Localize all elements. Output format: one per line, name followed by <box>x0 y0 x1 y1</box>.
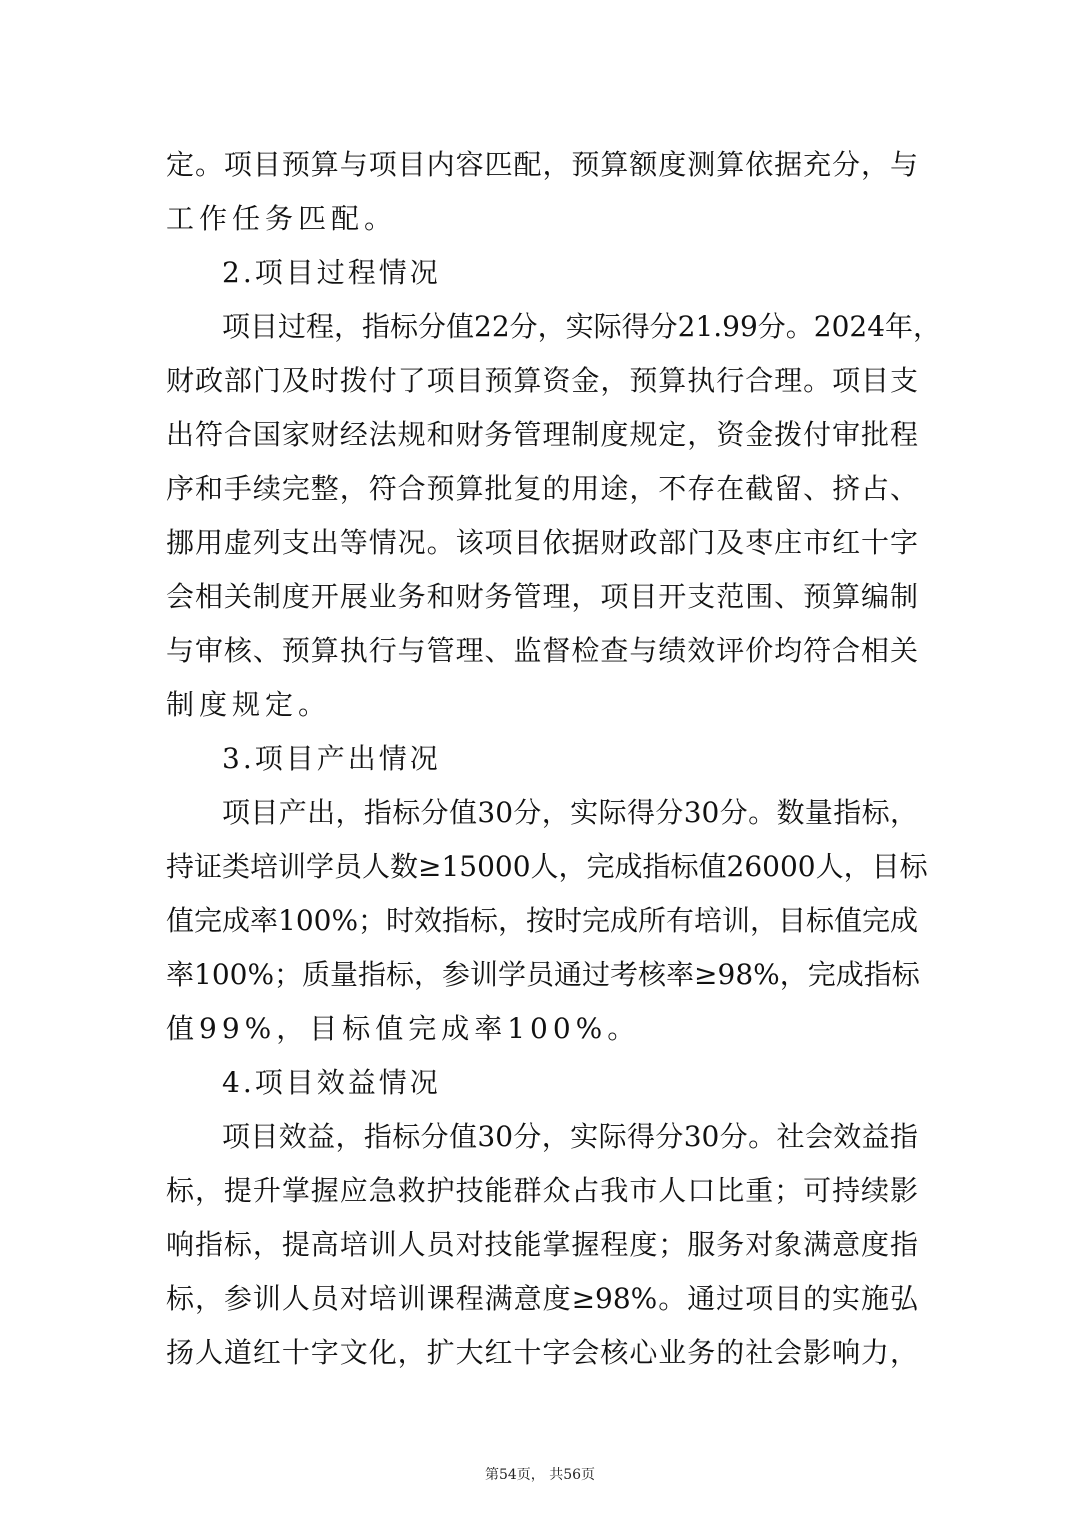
body-text-line: 标，参训人员对培训课程满意度≥98%。通过项目的实施弘 <box>166 1282 918 1315</box>
body-text-line: 序和手续完整，符合预算批复的用途，不存在截留、挤占、 <box>166 472 918 505</box>
body-text-line: 率100%；质量指标，参训学员通过考核率≥98%，完成指标 <box>166 958 920 991</box>
body-text-line: 标，提升掌握应急救护技能群众占我市人口比重；可持续影 <box>166 1174 918 1207</box>
section-heading: 3.项目产出情况 <box>222 742 441 775</box>
body-text-line: 挪用虚列支出等情况。该项目依据财政部门及枣庄市红十字 <box>166 526 918 559</box>
body-text-line: 扬人道红十字文化，扩大红十字会核心业务的社会影响力， <box>166 1336 918 1369</box>
body-text-line: 响指标，提高培训人员对技能掌握程度；服务对象满意度指 <box>166 1228 918 1261</box>
body-text-line: 制度规定。 <box>166 688 332 721</box>
body-text-line: 项目过程，指标分值22分，实际得分21.99分。2024年， <box>222 310 942 343</box>
body-text-line: 持证类培训学员人数≥15000人，完成指标值26000人，目标 <box>166 850 928 883</box>
body-text-line: 定。项目预算与项目内容匹配，预算额度测算依据充分，与 <box>166 148 918 181</box>
page-number-footer: 第54页， 共56页 <box>484 1467 596 1483</box>
body-text-line: 出符合国家财经法规和财务管理制度规定，资金拨付审批程 <box>166 418 918 451</box>
body-text-line: 项目产出，指标分值30分，实际得分30分。数量指标， <box>222 796 918 829</box>
body-text-line: 值完成率100%；时效指标，按时完成所有培训，目标值完成 <box>166 904 919 937</box>
body-text-line: 工作任务匹配。 <box>166 202 398 235</box>
body-text-line: 会相关制度开展业务和财务管理，项目开支范围、预算编制 <box>166 580 918 613</box>
body-text-line: 与审核、预算执行与管理、监督检查与绩效评价均符合相关 <box>166 634 918 667</box>
body-text-line: 项目效益，指标分值30分，实际得分30分。社会效益指 <box>222 1120 918 1153</box>
body-text-line: 财政部门及时拨付了项目预算资金，预算执行合理。项目支 <box>166 364 918 397</box>
section-heading: 4.项目效益情况 <box>222 1066 441 1099</box>
body-text-line: 值99%，目标值完成率100%。 <box>166 1012 641 1045</box>
section-heading: 2.项目过程情况 <box>222 256 441 289</box>
